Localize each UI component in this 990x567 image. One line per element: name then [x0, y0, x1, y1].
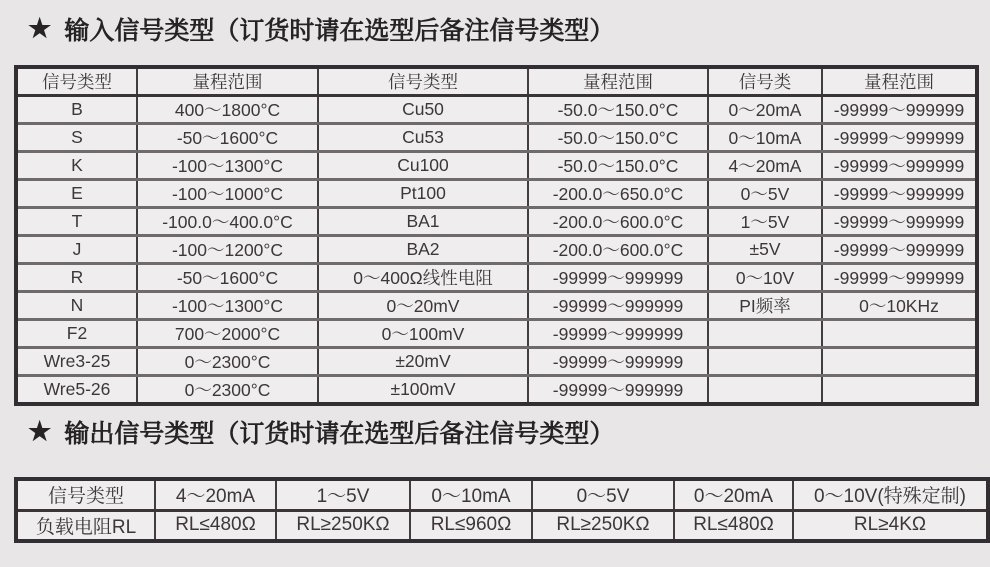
table-cell: -99999～999999 — [528, 264, 708, 292]
table-cell: -99999～999999 — [822, 264, 977, 292]
table-cell: RL≤960Ω — [410, 510, 532, 541]
star-icon: ★ — [28, 13, 52, 43]
table-cell: 0～100mV — [318, 320, 528, 348]
table-cell: -99999～999999 — [822, 236, 977, 264]
table-cell — [708, 348, 822, 376]
table-cell: -50～1600°C — [137, 264, 318, 292]
output-table-header-row — [16, 479, 988, 510]
table-cell: -99999～999999 — [822, 96, 977, 124]
input-signal-section-title — [28, 11, 614, 47]
table-cell: 0～10V — [708, 264, 822, 292]
table-cell: Cu50 — [318, 96, 528, 124]
table-cell: 1～5V — [708, 208, 822, 236]
table-cell: -99999～999999 — [528, 376, 708, 405]
table-cell: BA1 — [318, 208, 528, 236]
table-row — [16, 236, 977, 264]
table-cell: PI频率 — [708, 292, 822, 320]
table-cell: 0～400Ω线性电阻 — [318, 264, 528, 292]
output-header-0-10V-special: 0～10V(特殊定制) — [793, 479, 988, 510]
table-cell: Pt100 — [318, 180, 528, 208]
output-header-0-10mA: 0～10mA — [410, 479, 532, 510]
table-cell: ±20mV — [318, 348, 528, 376]
table-cell: 0～20mA — [708, 96, 822, 124]
table-cell: -100～1300°C — [137, 152, 318, 180]
table-cell: B — [16, 96, 137, 124]
table-cell: -100～1300°C — [137, 292, 318, 320]
table-cell: -200.0～650.0°C — [528, 180, 708, 208]
table-row — [16, 152, 977, 180]
table-cell: 0～20mV — [318, 292, 528, 320]
table-cell: E — [16, 180, 137, 208]
table-cell — [822, 320, 977, 348]
star-icon: ★ — [28, 416, 52, 446]
table-cell: -99999～999999 — [822, 124, 977, 152]
output-signal-section-title — [28, 414, 614, 450]
table-cell: RL≥250KΩ — [532, 510, 674, 541]
table-row — [16, 124, 977, 152]
table-cell: 0～2300°C — [137, 376, 318, 405]
table-cell: -100.0～400.0°C — [137, 208, 318, 236]
table-cell: ±5V — [708, 236, 822, 264]
table-cell: RL≤480Ω — [674, 510, 793, 541]
table-cell: -99999～999999 — [528, 348, 708, 376]
table-cell: -99999～999999 — [822, 180, 977, 208]
output-header-1-5V: 1～5V — [276, 479, 410, 510]
table-row — [16, 96, 977, 124]
table-cell: Cu100 — [318, 152, 528, 180]
table-cell: -50～1600°C — [137, 124, 318, 152]
input-header-range-1: 量程范围 — [137, 67, 318, 96]
input-signal-table — [14, 65, 979, 406]
input-header-signal-type-3: 信号类 — [708, 67, 822, 96]
table-row — [16, 376, 977, 405]
table-cell: Wre3-25 — [16, 348, 137, 376]
input-header-signal-type-1: 信号类型 — [16, 67, 137, 96]
table-cell: 0～10KHz — [822, 292, 977, 320]
table-cell: -99999～999999 — [822, 208, 977, 236]
table-cell — [708, 320, 822, 348]
input-header-range-3: 量程范围 — [822, 67, 977, 96]
table-cell: 0～2300°C — [137, 348, 318, 376]
output-signal-title-text: 输出信号类型（订货时请在选型后备注信号类型） — [64, 420, 615, 448]
input-table-header-row — [16, 67, 977, 96]
table-cell: RL≥250KΩ — [276, 510, 410, 541]
table-cell: RL≤480Ω — [155, 510, 276, 541]
table-row — [16, 348, 977, 376]
table-row — [16, 264, 977, 292]
table-cell: -50.0～150.0°C — [528, 96, 708, 124]
table-cell: -99999～999999 — [528, 320, 708, 348]
table-cell: 0～10mA — [708, 124, 822, 152]
table-cell: BA2 — [318, 236, 528, 264]
output-header-signal-type: 信号类型 — [16, 479, 155, 510]
table-row — [16, 510, 988, 541]
table-row — [16, 180, 977, 208]
table-cell: N — [16, 292, 137, 320]
table-row — [16, 208, 977, 236]
table-cell: T — [16, 208, 137, 236]
table-cell: Wre5-26 — [16, 376, 137, 405]
table-row — [16, 320, 977, 348]
output-header-4-20mA: 4～20mA — [155, 479, 276, 510]
table-cell: 4～20mA — [708, 152, 822, 180]
output-header-0-5V: 0～5V — [532, 479, 674, 510]
table-cell: J — [16, 236, 137, 264]
table-cell: K — [16, 152, 137, 180]
table-cell: -50.0～150.0°C — [528, 124, 708, 152]
table-cell: -100～1000°C — [137, 180, 318, 208]
table-cell: F2 — [16, 320, 137, 348]
output-signal-table — [14, 477, 990, 543]
table-cell: -200.0～600.0°C — [528, 208, 708, 236]
table-cell: -50.0～150.0°C — [528, 152, 708, 180]
table-cell: -99999～999999 — [822, 152, 977, 180]
table-row — [16, 292, 977, 320]
table-cell — [708, 376, 822, 405]
table-cell: R — [16, 264, 137, 292]
table-cell: ±100mV — [318, 376, 528, 405]
input-signal-title-text: 输入信号类型（订货时请在选型后备注信号类型） — [64, 17, 615, 45]
table-cell: 700～2000°C — [137, 320, 318, 348]
table-cell: 0～5V — [708, 180, 822, 208]
input-header-range-2: 量程范围 — [528, 67, 708, 96]
table-cell: Cu53 — [318, 124, 528, 152]
table-cell: S — [16, 124, 137, 152]
input-header-signal-type-2: 信号类型 — [318, 67, 528, 96]
table-cell: -100～1200°C — [137, 236, 318, 264]
table-cell: 400～1800°C — [137, 96, 318, 124]
table-cell: -200.0～600.0°C — [528, 236, 708, 264]
table-cell — [822, 348, 977, 376]
table-cell: -99999～999999 — [528, 292, 708, 320]
table-cell: 负载电阻RL — [16, 510, 155, 541]
output-header-0-20mA: 0～20mA — [674, 479, 793, 510]
table-cell: RL≥4KΩ — [793, 510, 988, 541]
table-cell — [822, 376, 977, 405]
